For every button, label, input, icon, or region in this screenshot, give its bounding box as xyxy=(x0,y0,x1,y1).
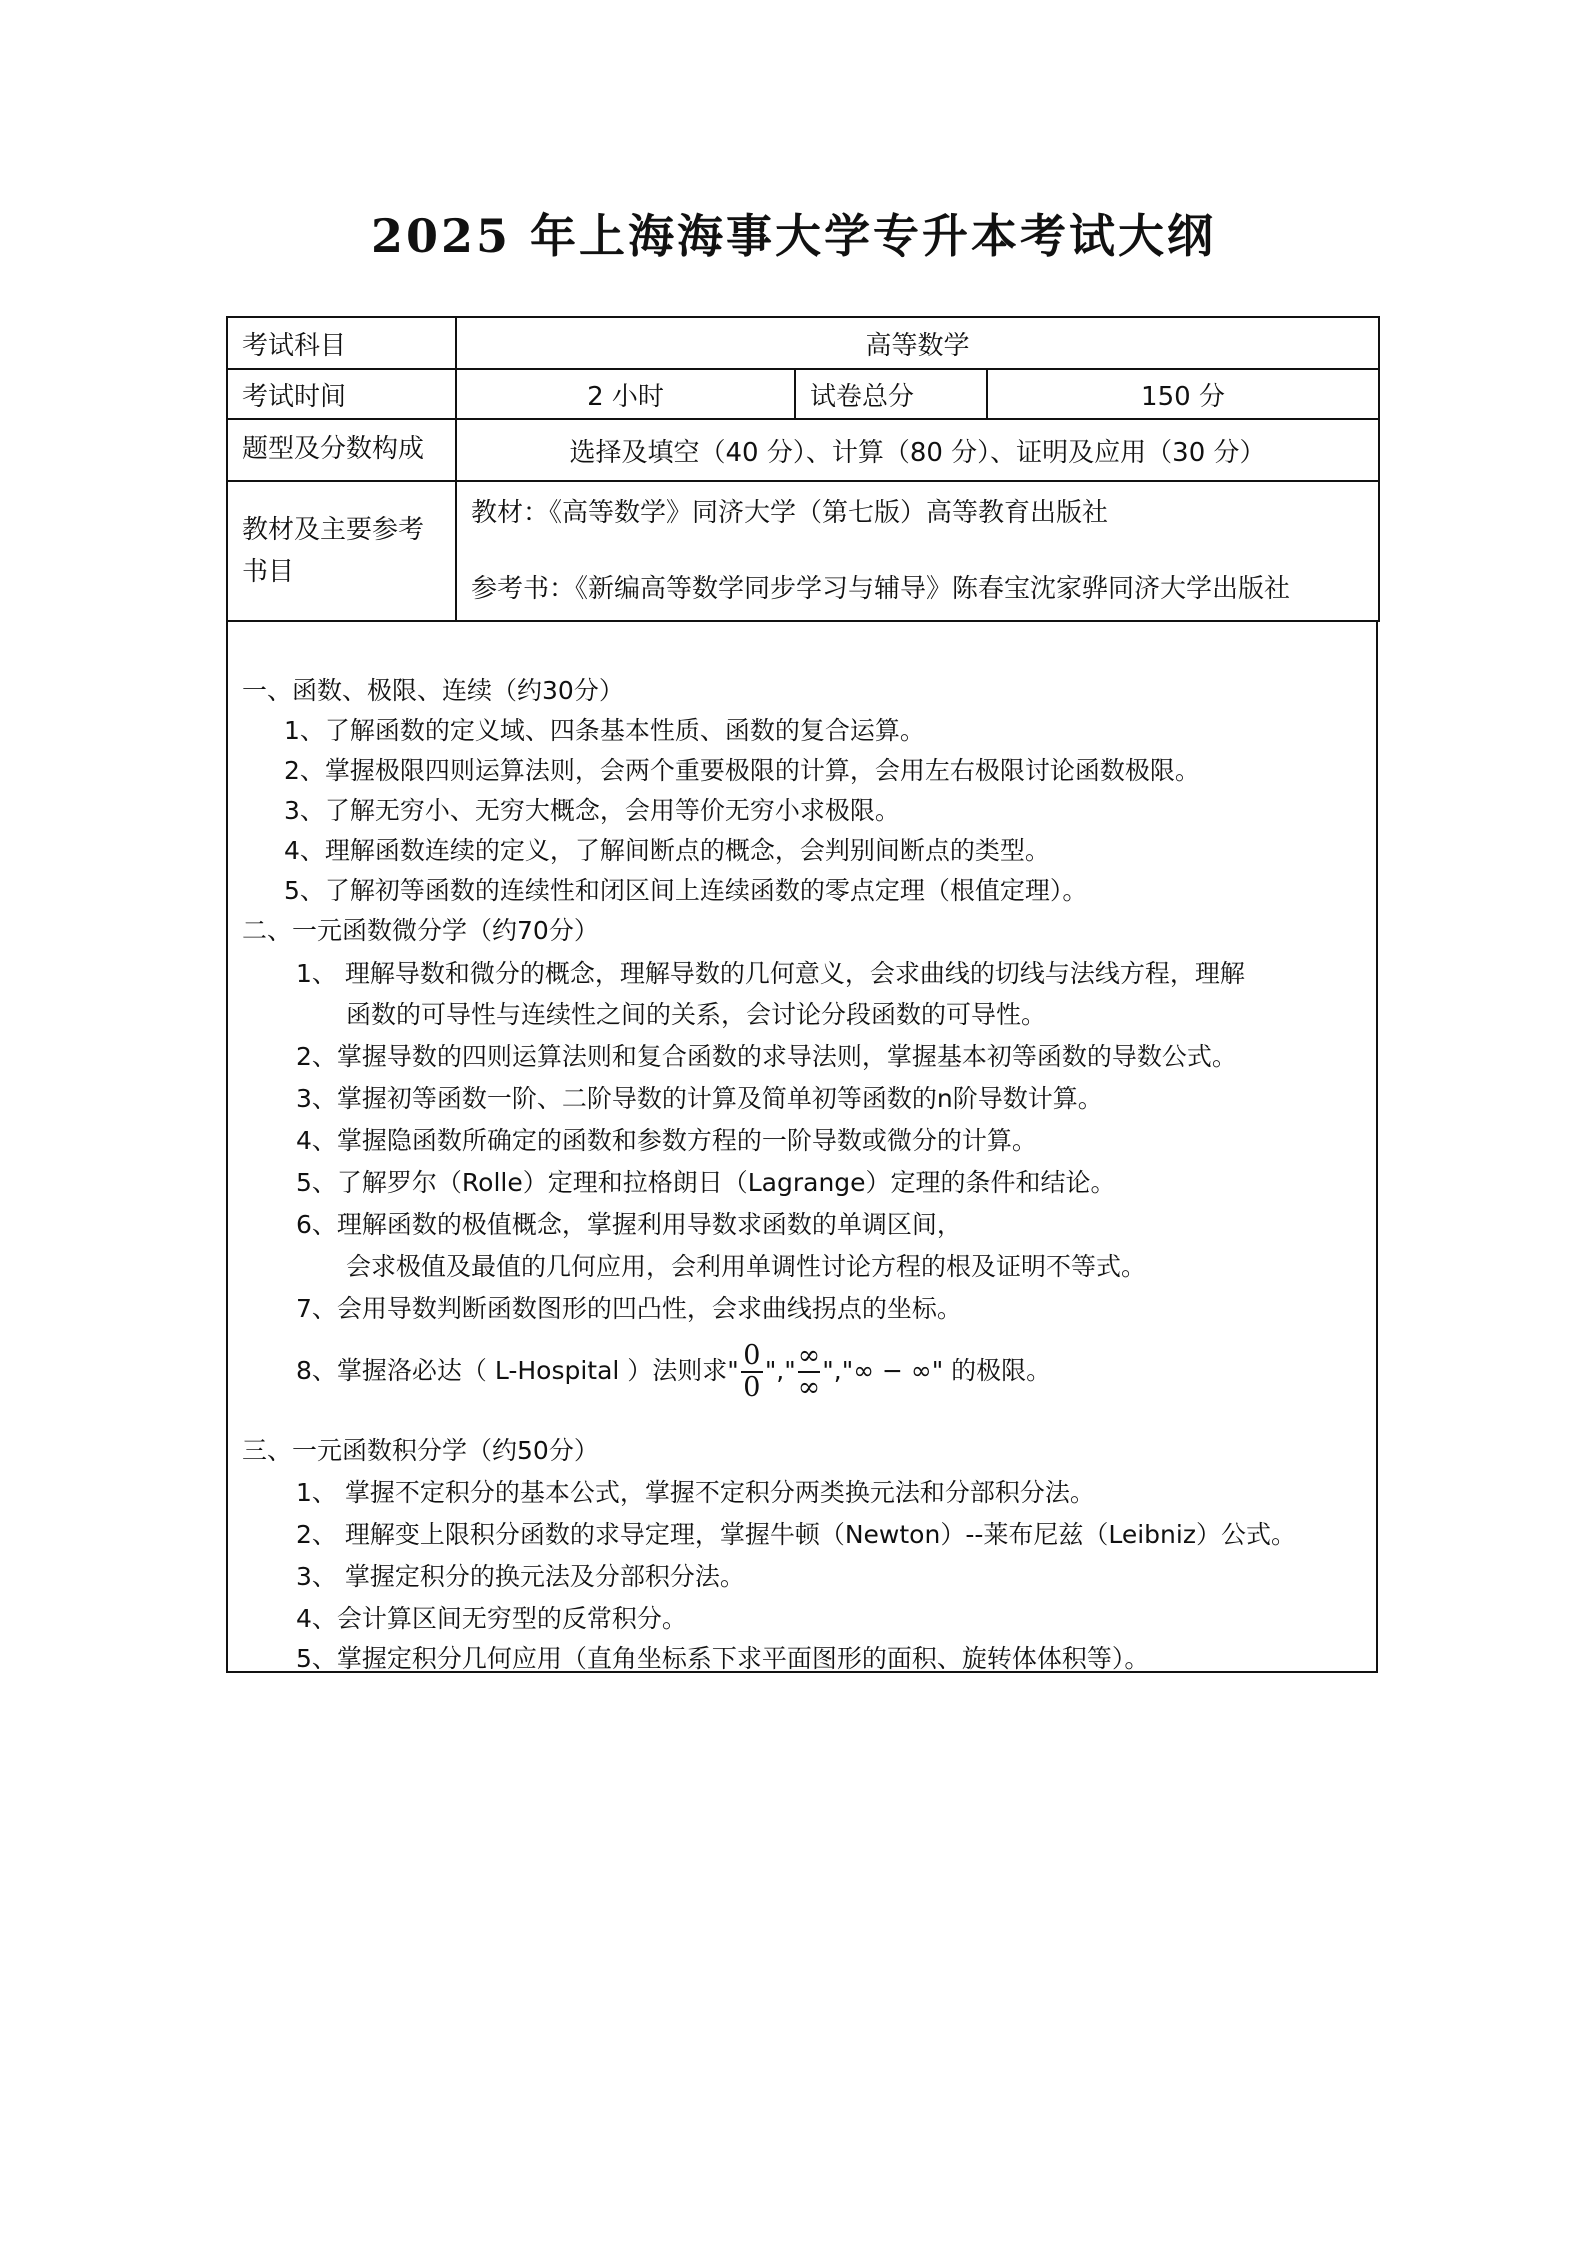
score-value: 150 分 xyxy=(987,369,1379,419)
list-item: 3、 掌握定积分的换元法及分部积分法。 xyxy=(296,1562,745,1591)
fraction-numerator: 0 xyxy=(743,1340,761,1371)
subject-label: 考试科目 xyxy=(227,317,456,369)
list-item: 5、了解罗尔（Rolle）定理和拉格朗日（Lagrange）定理的条件和结论。 xyxy=(296,1168,1116,1197)
books-cell xyxy=(456,481,1379,621)
list-item-continuation: 会求极值及最值的几何应用，会利用单调性讨论方程的根及证明不等式。 xyxy=(346,1252,1147,1281)
list-item: 5、掌握定积分几何应用（直角坐标系下求平面图形的面积、旋转体体积等）。 xyxy=(296,1644,1150,1673)
lhospital-prefix: 8、掌握洛必达（ L-Hospital ）法则求" xyxy=(296,1356,739,1385)
exam-info-table xyxy=(226,316,1380,622)
section-title: 二、一元函数微分学（约70分） xyxy=(242,916,599,945)
textbook: 教材：《高等数学》同济大学（第七版）高等教育出版社 xyxy=(471,498,1109,528)
types-value: 选择及填空（40 分）、计算（80 分）、证明及应用（30 分） xyxy=(456,419,1379,481)
list-item: 3、了解无穷小、无穷大概念，会用等价无穷小求极限。 xyxy=(284,796,900,825)
infinity-over-infinity-fraction xyxy=(798,1341,821,1403)
fraction-denominator: 0 xyxy=(743,1372,761,1403)
list-item: 5、了解初等函数的连续性和闭区间上连续函数的零点定理（根值定理）。 xyxy=(284,876,1088,905)
list-item: 4、理解函数连续的定义，了解间断点的概念，会判别间断点的类型。 xyxy=(284,836,1050,865)
lhospital-item xyxy=(296,1341,1051,1403)
syllabus-body xyxy=(226,621,1378,1673)
time-label: 考试时间 xyxy=(227,369,456,419)
list-item: 3、掌握初等函数一阶、二阶导数的计算及简单初等函数的n阶导数计算。 xyxy=(296,1084,1103,1113)
fraction-numerator: ∞ xyxy=(797,1340,821,1371)
fraction-denominator: ∞ xyxy=(797,1372,821,1403)
books-label: 教材及主要参考书目 xyxy=(227,481,456,621)
types-label: 题型及分数构成 xyxy=(227,419,456,481)
section-title: 一、函数、极限、连续（约30分） xyxy=(242,676,624,705)
list-item: 1、 掌握不定积分的基本公式，掌握不定积分两类换元法和分部积分法。 xyxy=(296,1478,1095,1507)
list-item-continuation: 函数的可导性与连续性之间的关系，会讨论分段函数的可导性。 xyxy=(346,1000,1047,1029)
list-item: 4、掌握隐函数所确定的函数和参数方程的一阶导数或微分的计算。 xyxy=(296,1126,1037,1155)
section-title: 三、一元函数积分学（约50分） xyxy=(242,1436,599,1465)
list-item: 7、会用导数判断函数图形的凹凸性，会求曲线拐点的坐标。 xyxy=(296,1294,962,1323)
list-item: 1、了解函数的定义域、四条基本性质、函数的复合运算。 xyxy=(284,716,925,745)
list-item: 2、 理解变上限积分函数的求导定理，掌握牛顿（Newton）--莱布尼兹（Leibniz）公式。 xyxy=(296,1520,1296,1549)
subject-value: 高等数学 xyxy=(456,317,1379,369)
infinity-minus-infinity: ","∞ − ∞" xyxy=(822,1356,944,1385)
zero-over-zero-fraction xyxy=(741,1341,763,1403)
lhospital-suffix: 的极限。 xyxy=(943,1356,1052,1385)
list-item: 2、掌握极限四则运算法则，会两个重要极限的计算，会用左右极限讨论函数极限。 xyxy=(284,756,1200,785)
list-item: 2、掌握导数的四则运算法则和复合函数的求导法则，掌握基本初等函数的导数公式。 xyxy=(296,1042,1237,1071)
reference-book: 参考书：《新编高等数学同步学习与辅导》陈春宝沈家骅同济大学出版社 xyxy=(471,574,1291,604)
list-item: 4、会计算区间无穷型的反常积分。 xyxy=(296,1604,687,1633)
list-item: 1、 理解导数和微分的概念，理解导数的几何意义，会求曲线的切线与法线方程，理解 xyxy=(296,959,1245,988)
list-item: 6、理解函数的极值概念，掌握利用导数求函数的单调区间， xyxy=(296,1210,962,1239)
separator: "," xyxy=(764,1356,796,1385)
time-value: 2 小时 xyxy=(456,369,795,419)
page-title: 2025 年上海海事大学专升本考试大纲 xyxy=(370,209,1217,263)
score-label: 试卷总分 xyxy=(795,369,987,419)
